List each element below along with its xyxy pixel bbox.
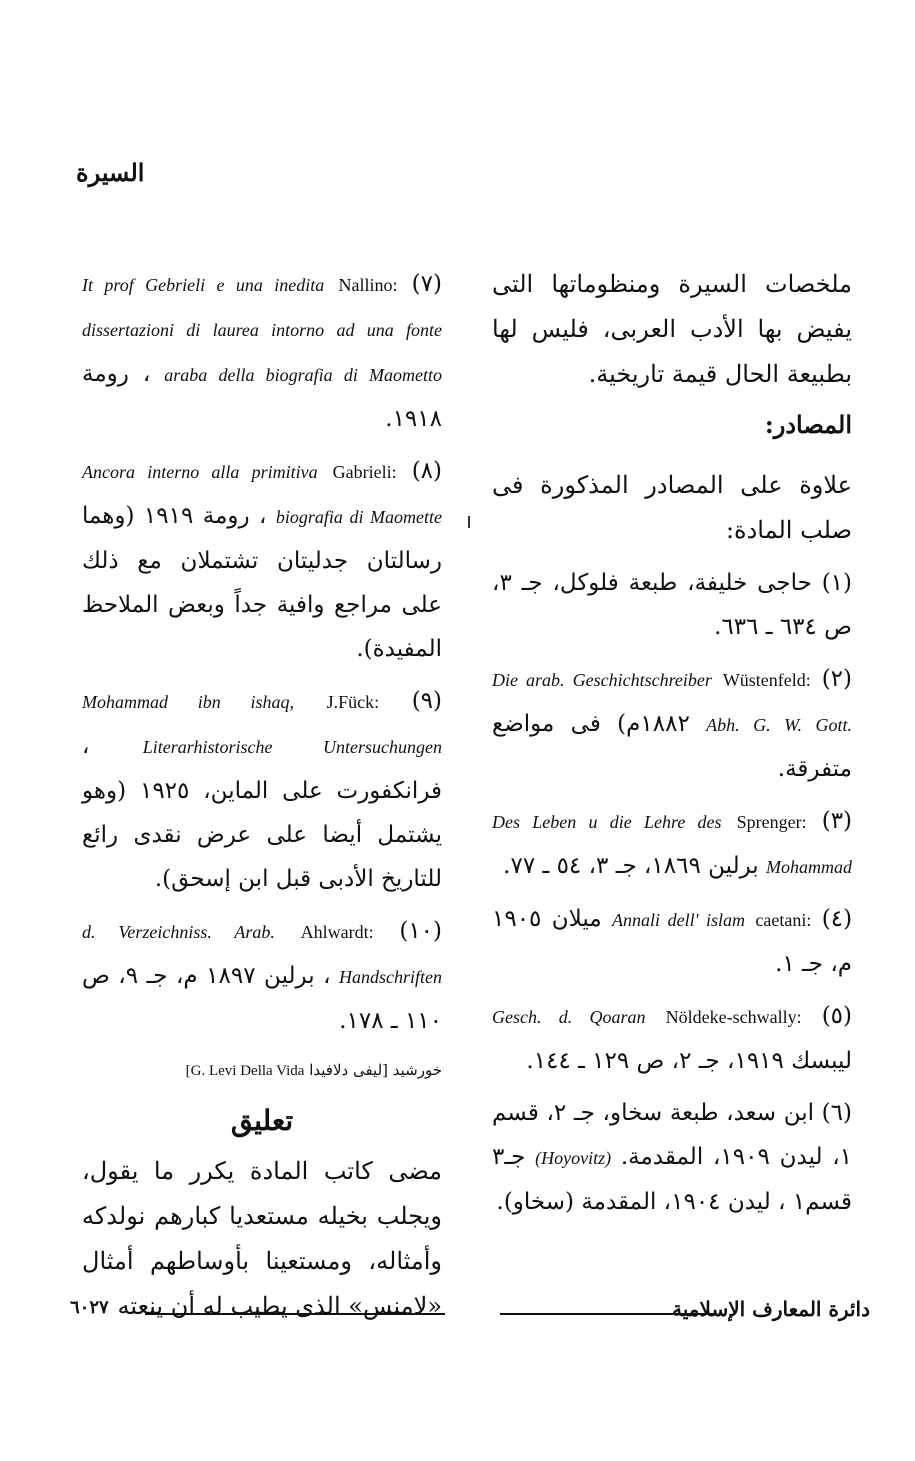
reference-text: ، رومة ١٩١٨. — [82, 361, 442, 432]
publication-name: دائرة المعارف الإسلامية — [672, 1297, 870, 1321]
page-number: ٦٠٢٧ — [70, 1297, 109, 1318]
reference-author: Sprenger: — [736, 812, 807, 832]
reference-number: (٢) — [821, 666, 853, 692]
reference-item — [82, 449, 442, 671]
reference-text: ، رومة ١٩١٩ (وهما رسالتان جدليتان تشتملان مع ذلك على مراجع وافية جداً وبعض الملاحظ المفيدة). — [82, 503, 442, 662]
reference-text: ، برلين ١٨٩٧ م، جـ ٩، ص ١١٠ ـ ١٧٨. — [82, 963, 442, 1034]
right-column — [492, 262, 852, 1232]
signature-arabic: خورشيد [ليفى دلافيدا — [309, 1061, 442, 1079]
reference-number: (٣) — [821, 808, 853, 834]
reference-author: Nöldeke-schwally: — [665, 1007, 802, 1027]
reference-text: ليبسك ١٩١٩، جـ ٢، ص ١٢٩ ـ ١٤٤. — [526, 1048, 852, 1074]
footer-rule — [500, 1313, 715, 1315]
reference-title: Die arab. Geschichtschreiber — [492, 670, 712, 690]
reference-number: (٥) — [821, 1003, 853, 1029]
reference-item — [492, 561, 852, 649]
reference-item — [82, 909, 442, 1043]
sources-heading: المصادر: — [764, 410, 852, 439]
reference-journal: Abh. G. W. Gott. — [706, 715, 853, 735]
reference-author: Nallino: — [338, 275, 398, 295]
reference-title: Ancora interno alla primitiva biografia di Maomette — [82, 462, 443, 527]
reference-text: حاجى خليفة، طبعة فلوكل، جـ ٣، ص ٦٣٤ ـ ٦٣٦. — [492, 570, 852, 640]
reference-author: Wüstenfeld: — [722, 670, 811, 690]
reference-text: برلين ١٨٦٩، جـ ٣، ٥٤ ـ ٧٧. — [503, 853, 759, 879]
reference-title: (Hoyovitz) — [535, 1148, 612, 1168]
reference-number: (٤) — [821, 906, 853, 932]
reference-text: ، فرانكفورت على الماين، ١٩٢٥ (وهو يشتمل أيضا على عرض نقدى رائع للتاريخ الأدبى قبل ابن إسحق). — [82, 733, 442, 892]
reference-author: Gabrieli: — [332, 462, 397, 482]
signature-latin: [G. Levi Della Vida — [185, 1063, 305, 1079]
reference-text: ١٨٨٢م) فى مواضع متفرقة. — [492, 711, 852, 782]
reference-title: Des Leben u die Lehre des Mohammad — [492, 812, 852, 877]
reference-title: d. Verzeichniss. Arab. Handschriften — [82, 922, 442, 987]
reference-number: (١) — [821, 570, 853, 596]
page-footer — [70, 1297, 870, 1327]
reference-item — [492, 799, 852, 889]
running-header: السيرة — [76, 158, 145, 187]
article-signature — [82, 1061, 442, 1080]
reference-item — [82, 262, 442, 441]
sources-intro: علاوة على المصادر المذكورة فى صلب المادة: — [492, 471, 852, 544]
reference-author: caetani: — [755, 910, 812, 930]
reference-item — [82, 679, 442, 901]
left-column — [82, 262, 442, 1337]
reference-item — [492, 994, 852, 1083]
comment-paragraph: مضى كاتب المادة يكرر ما يقول، ويجلب بخيله مستعديا كبارهم نولدكه وأمثاله، ومستعينا بأوساطهم أمثال «لامنس» الذى يطيب له أن ينعته — [82, 1157, 442, 1320]
reference-number: (٨) — [411, 458, 443, 484]
reference-text-continued: جـ٣ قسم١ ، ليدن ١٩٠٤، المقدمة (سخاو). — [492, 1144, 852, 1215]
reference-item — [492, 1091, 852, 1224]
reference-title: It prof Gebrieli e una inedita dissertazioni di laurea intorno ad una fonte araba della biografia di Maometto — [82, 275, 442, 385]
stray-mark — [468, 516, 470, 528]
reference-text: ابن سعد، طبعة سخاو، جـ ٢، قسم ١، ليدن ١٩٠٩، المقدمة. — [492, 1100, 853, 1170]
reference-text: ميلان ١٩٠٥ م، جـ ١. — [492, 906, 852, 977]
reference-number: (٦) — [821, 1100, 852, 1126]
reference-number: (٧) — [411, 271, 442, 297]
reference-number: (٩) — [411, 688, 443, 714]
reference-author: Ahlwardt: — [300, 922, 374, 942]
reference-item — [492, 897, 852, 986]
reference-number: (١٠) — [399, 918, 443, 944]
comment-heading: تعليق — [230, 1104, 294, 1137]
reference-author: J.Fück: — [326, 692, 380, 712]
reference-title: Gesch. d. Qoaran — [492, 1007, 646, 1027]
reference-title: Annali dell' islam — [612, 910, 745, 930]
footer-rule — [145, 1313, 445, 1315]
reference-title: Mohammad ibn ishaq, Literarhistorische Untersuchungen — [82, 692, 442, 757]
reference-item — [492, 657, 852, 791]
intro-paragraph: ملخصات السيرة ومنظوماتها التى يفيض بها الأدب العربى، فليس لها بطبيعة الحال قيمة تاريخية. — [492, 270, 852, 388]
